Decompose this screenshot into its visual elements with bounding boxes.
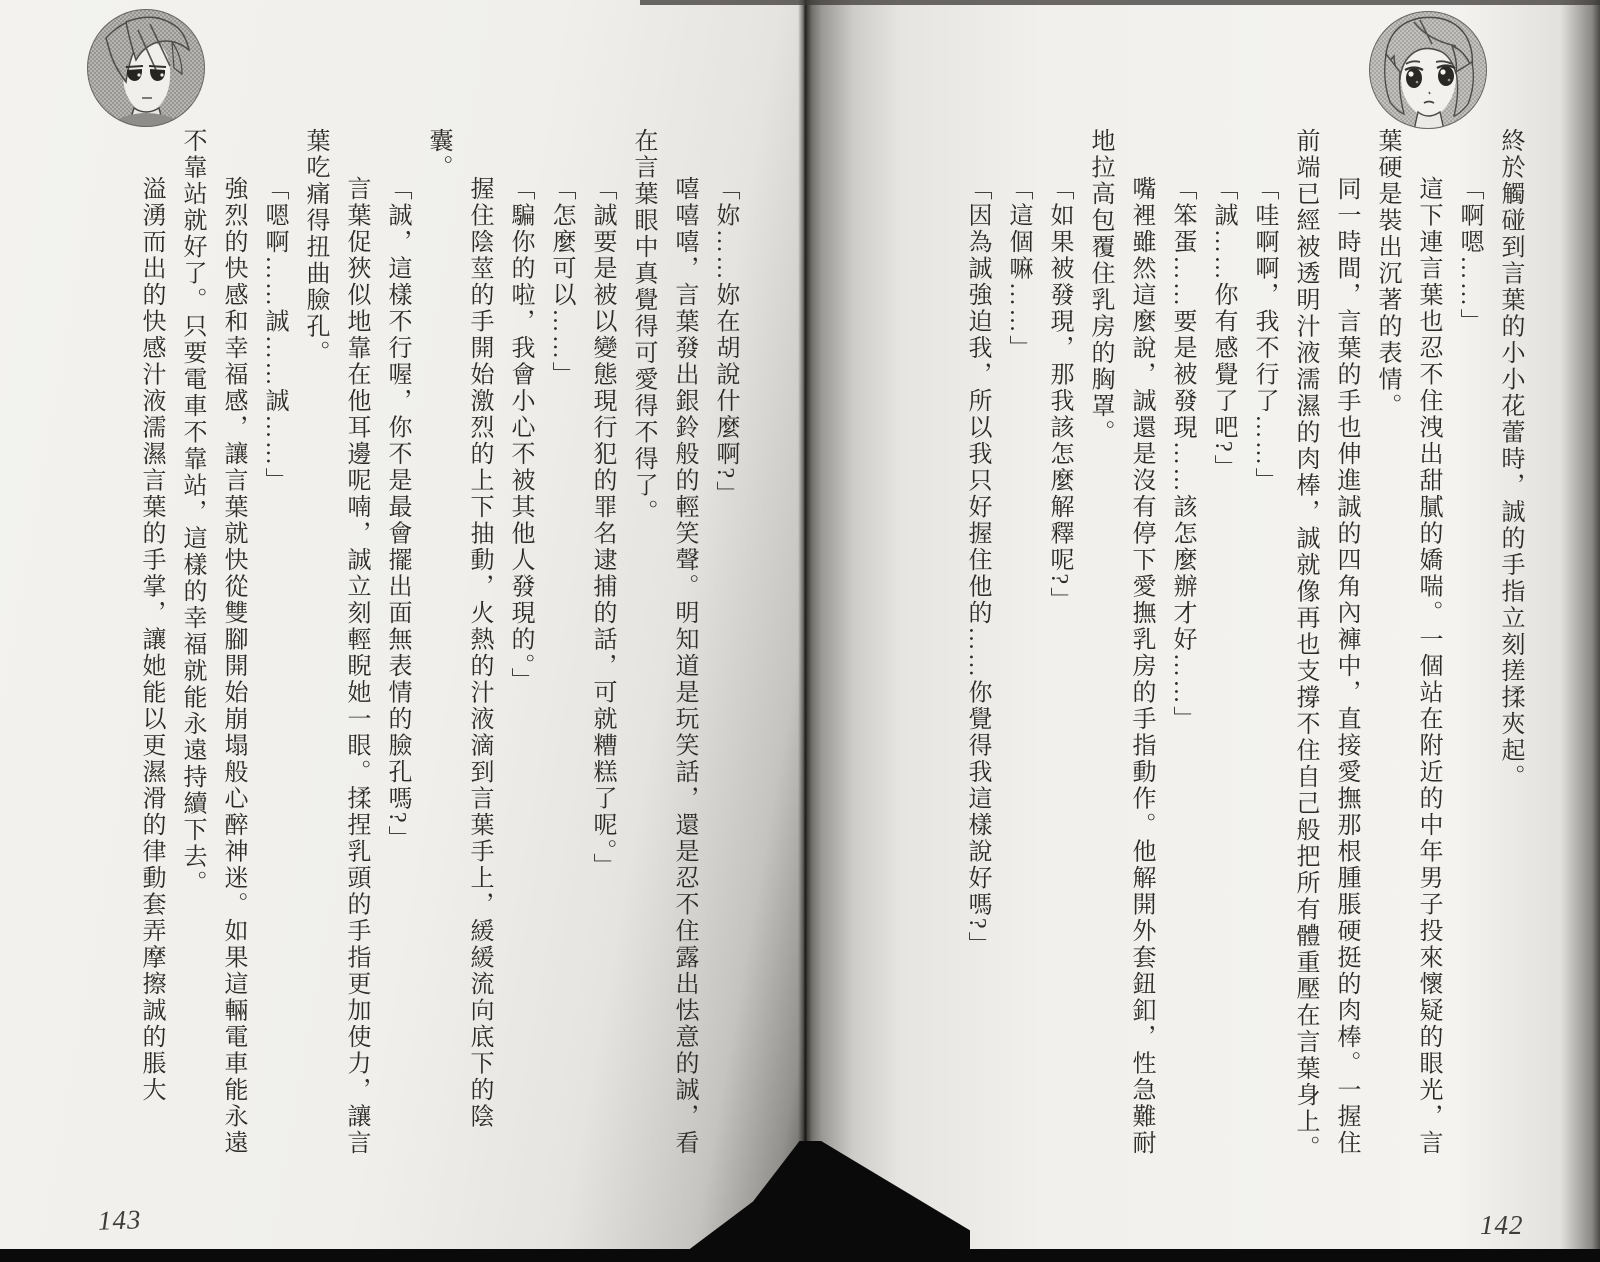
paragraph: 「誠要是被以變態現行犯的罪名逮捕的話，可就糟糕了呢。」 xyxy=(589,176,615,880)
paragraph: 溢湧而出的快感汁液濡濕言葉的手掌，讓她能以更濕滑的律動套弄摩擦誠的脹大 xyxy=(138,176,164,1104)
paragraph: 強烈的快感和幸福感，讓言葉就快從雙腳開始崩塌般心醉神迷。如果這輛電車能永遠不靠站就好了。只要電車不靠站，這樣的幸福就能永遠持續下去。 xyxy=(179,128,246,1157)
paragraph: 「怎麼可以……」 xyxy=(548,176,574,388)
vertical-text-left-page xyxy=(95,128,745,1176)
paragraph: 「誠……你有感覺了吧?」 xyxy=(1210,176,1236,481)
paragraph: 「這個嘛……」 xyxy=(1005,176,1031,362)
book-bottom-edge xyxy=(0,1249,1600,1262)
paragraph: 握住陰莖的手開始激烈的上下抽動，火熱的汁液滴到言葉手上，緩緩流向底下的陰囊。 xyxy=(425,128,492,1130)
character-portrait-left xyxy=(86,8,206,128)
paragraph: 「騙你的啦，我會小心不被其他人發現的。」 xyxy=(507,176,533,694)
paragraph: 「誠，這樣不行喔，你不是最會擺出面無表情的臉孔嗎?」 xyxy=(384,176,410,852)
page-number-142: 142 xyxy=(1480,1210,1524,1240)
paragraph: 嘻嘻嘻，言葉發出銀鈴般的輕笑聲。明知道是玩笑話，還是忍不住露出怯意的誠，看在言葉眼中真覺得可愛得不得了。 xyxy=(630,128,697,1157)
book-top-edge xyxy=(640,0,1600,5)
paragraph: 言葉促狹似地靠在他耳邊呢喃，誠立刻輕睨她一眼。揉捏乳頭的手指更加使力，讓言葉吃痛得扭曲臉孔。 xyxy=(302,128,369,1157)
paragraph: 「哇啊啊，我不行了……」 xyxy=(1251,176,1277,494)
paragraph: 「嗯啊……誠……誠……」 xyxy=(261,176,287,494)
paragraph: 終於觸碰到言葉的小小花蕾時，誠的手指立刻搓揉夾起。 xyxy=(1497,128,1523,791)
paragraph: 「啊嗯……」 xyxy=(1456,176,1482,335)
character-portrait-right xyxy=(1368,10,1488,130)
anime-girl-bob-cut-icon xyxy=(1368,10,1488,130)
paragraph: 「妳……妳在胡說什麼啊?」 xyxy=(712,176,738,508)
vertical-text-right-page xyxy=(870,128,1530,1176)
paragraph: 「如果被發現，那我該怎麼解釋呢?」 xyxy=(1046,176,1072,614)
page-number-143: 143 xyxy=(97,1204,142,1236)
book-gutter-seam xyxy=(798,0,812,1250)
paragraph: 同一時間，言葉的手也伸進誠的四角內褲中，直接愛撫那根腫脹硬挺的肉棒。一握住前端已經被透明汁液濡濕的肉棒，誠就像再也支撐不住自己般把所有體重壓在言葉身上。 xyxy=(1292,128,1359,1162)
paragraph: 嘴裡雖然這麼說，誠還是沒有停下愛撫乳房的手指動作。他解開外套鈕釦，性急難耐地拉高包覆住乳房的胸罩。 xyxy=(1087,128,1154,1157)
paragraph: 「因為誠強迫我，所以我只好握住他的……你覺得我這樣說好嗎?」 xyxy=(964,176,990,958)
anime-girl-long-bangs-icon xyxy=(86,8,206,128)
paragraph: 「笨蛋……要是被發現……該怎麼辦才好……」 xyxy=(1169,176,1195,733)
paragraph: 這下連言葉也忍不住洩出甜膩的嬌喘。一個站在附近的中年男子投來懷疑的眼光，言葉硬是裝出沉著的表情。 xyxy=(1374,128,1441,1157)
